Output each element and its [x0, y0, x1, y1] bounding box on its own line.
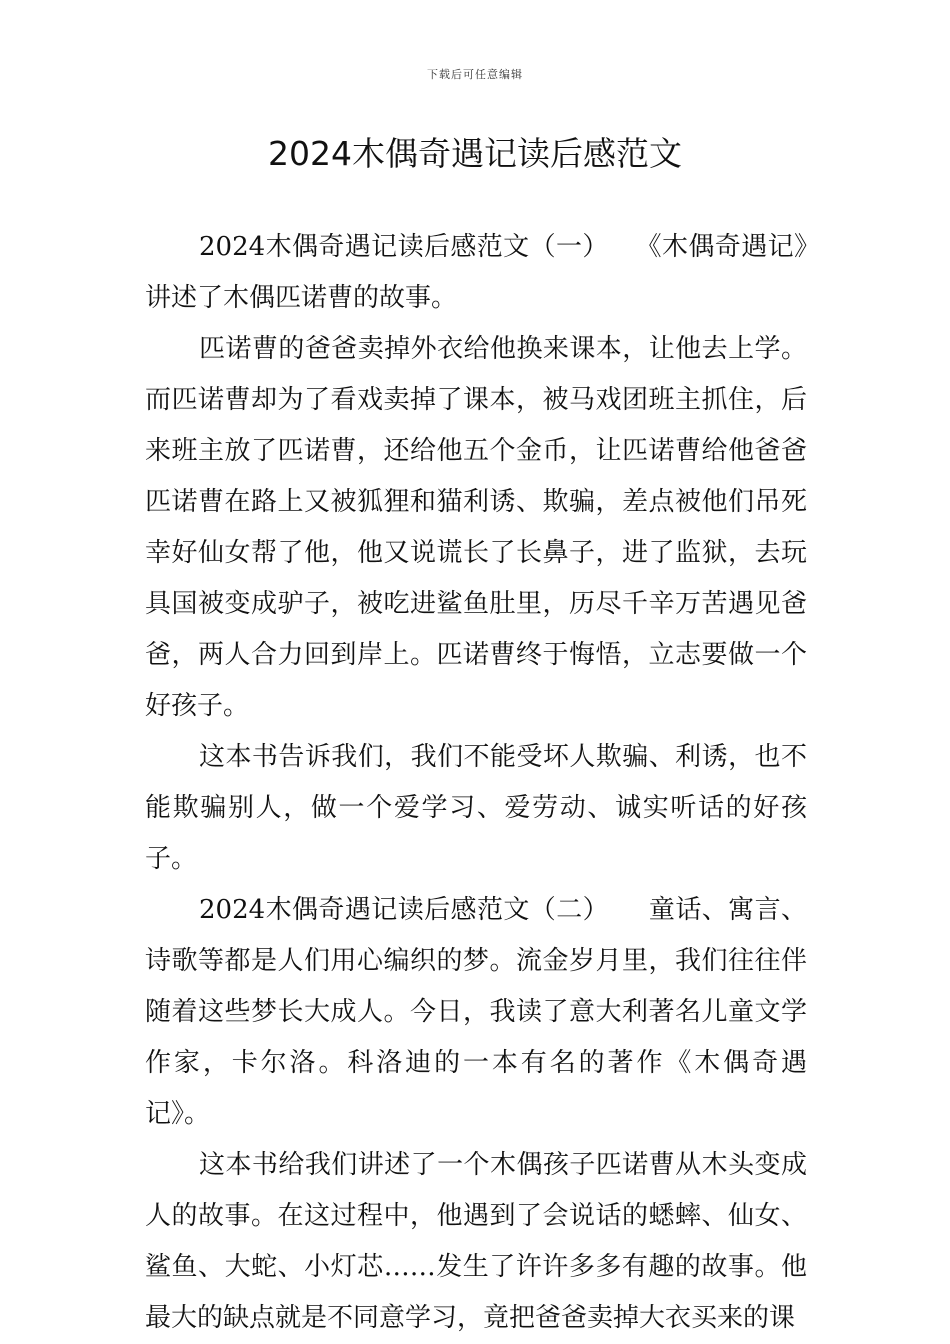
paragraph: 这本书告诉我们，我们不能受坏人欺骗、利诱，也不能欺骗别人，做一个爱学习、爱劳动、诚实听话的好孩子。 [145, 742, 807, 874]
paragraph: 这本书给我们讲述了一个木偶孩子匹诺曹从木头变成人的故事。在这过程中，他遇到了会说话的蟋蟀、仙女、鲨鱼、大蛇、小灯芯……发生了许许多多有趣的故事。他最大的缺点就是不同意学习，竟把爸爸卖掉大衣买来的课 [145, 1150, 807, 1333]
document-body [145, 222, 807, 1344]
document-title: 2024木偶奇遇记读后感范文 [268, 134, 682, 173]
header-note: 下载后可任意编辑 [427, 68, 523, 81]
paragraph: 2024木偶奇遇记读后感范文（二） 童话、寓言、诗歌等都是人们用心编织的梦。流金岁月里，我们往往伴随着这些梦长大成人。今日，我读了意大利著名儿童文学作家，卡尔洛。科洛迪的一本有名的著作《木偶奇遇记》。 [145, 895, 807, 1129]
paragraph: 匹诺曹的爸爸卖掉外衣给他换来课本，让他去上学。而匹诺曹却为了看戏卖掉了课本，被马戏团班主抓住，后来班主放了匹诺曹，还给他五个金币，让匹诺曹给他爸爸匹诺曹在路上又被狐狸和猫利诱、欺骗，差点被他们吊死幸好仙女帮了他，他又说谎长了长鼻子，进了监狱，去玩具国被变成驴子，被吃进鲨鱼肚里，历尽千辛万苦遇见爸爸，两人合力回到岸上。匹诺曹终于悔悟，立志要做一个好孩子。 [145, 334, 807, 721]
paragraph: 2024木偶奇遇记读后感范文（一） 《木偶奇遇记》讲述了木偶匹诺曹的故事。 [145, 232, 807, 313]
